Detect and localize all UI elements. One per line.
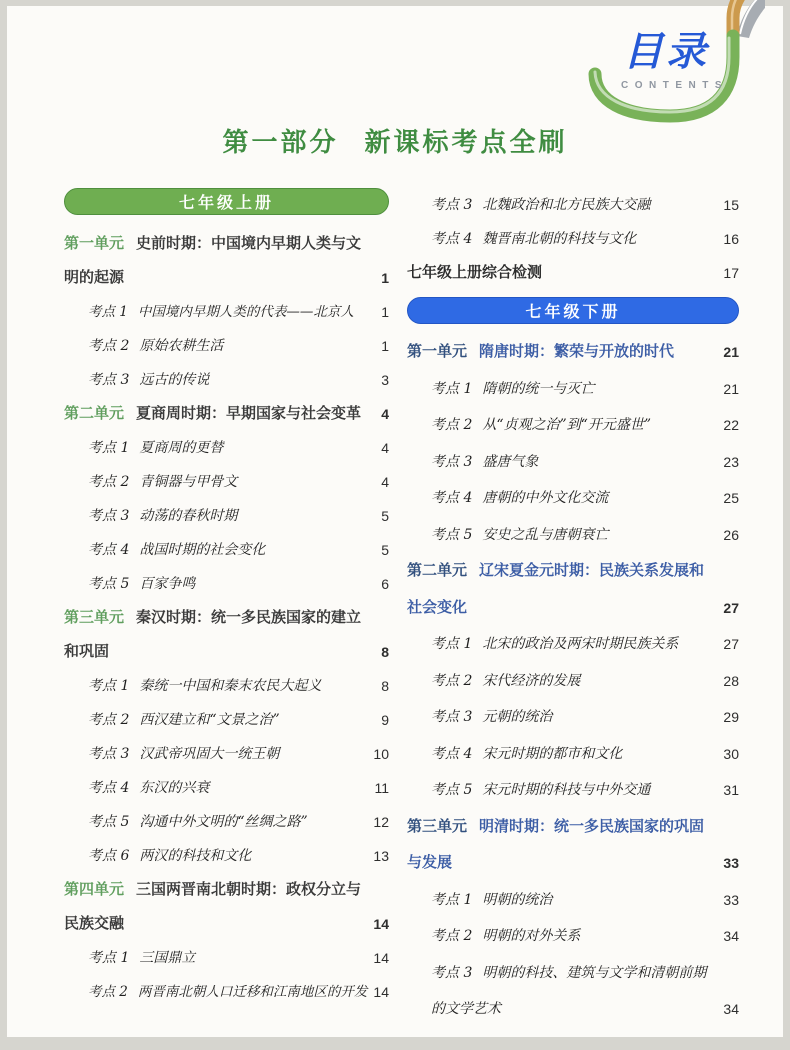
entry-text xyxy=(64,737,363,771)
entry-text xyxy=(407,517,713,554)
entry-label: 考点 2 xyxy=(431,672,473,689)
entry-page-number: 5 xyxy=(381,508,389,524)
entry-page-number: 1 xyxy=(381,338,389,354)
entry-title: 汉武帝巩固大一统王朝 xyxy=(139,746,280,762)
entry-page-number: 26 xyxy=(723,526,739,543)
entry-title: 战国时期的社会变化 xyxy=(139,542,266,558)
toc-unit-row xyxy=(407,553,739,626)
entry-page-number: 12 xyxy=(373,814,389,830)
entry-title: 原始农耕生活 xyxy=(139,338,224,354)
entry-text xyxy=(64,601,363,669)
toc-point-row xyxy=(64,737,389,771)
entry-page-number: 21 xyxy=(723,344,739,360)
entry-text xyxy=(407,407,713,444)
entry-text xyxy=(64,499,363,533)
entry-title: 西汉建立和“文景之治” xyxy=(139,712,280,728)
entry-page-number: 8 xyxy=(381,678,389,694)
entry-title: 北宋的政治及两宋时期民族关系 xyxy=(482,636,679,652)
entry-title: 远古的传说 xyxy=(139,372,210,388)
entry-text xyxy=(64,567,363,601)
toc-column-volume1 xyxy=(64,188,389,1009)
toc-point-row xyxy=(407,772,739,809)
toc-column-volume2 xyxy=(407,188,739,1028)
toc-point-row xyxy=(407,480,739,517)
entry-page-number: 30 xyxy=(723,745,739,762)
entry-text xyxy=(407,626,713,663)
entry-page-number: 27 xyxy=(723,599,739,616)
entry-label: 考点 3 xyxy=(88,746,130,762)
entry-title: 北魏政治和北方民族大交融 xyxy=(482,197,651,213)
entry-label: 考点 5 xyxy=(431,782,473,798)
entry-title: 盛唐气象 xyxy=(482,453,539,470)
volume2-header-pill xyxy=(407,297,739,324)
entry-label: 考点 1 xyxy=(88,678,130,694)
entry-text xyxy=(407,334,713,371)
entry-page-number: 8 xyxy=(381,644,389,660)
entry-label: 第二单元 xyxy=(407,562,468,579)
part-title-prefix: 第一部分 xyxy=(222,127,339,157)
toc-point-row xyxy=(407,222,739,256)
entry-page-number: 15 xyxy=(723,197,739,213)
entry-text xyxy=(64,669,363,703)
entry-page-number: 3 xyxy=(381,372,389,388)
entry-page-number: 33 xyxy=(723,855,739,871)
entry-label: 第四单元 xyxy=(64,881,125,898)
entry-page-number: 34 xyxy=(723,1001,739,1017)
entry-title: 隋朝的统一与灭亡 xyxy=(482,380,595,397)
entry-page-number: 11 xyxy=(374,780,389,796)
entry-label: 考点 4 xyxy=(431,490,473,506)
volume1-header-pill xyxy=(64,188,389,215)
entry-title: 七年级上册综合检测 xyxy=(407,264,543,281)
entry-label: 考点 3 xyxy=(431,709,473,725)
toc-point-row xyxy=(64,567,389,601)
part-title-name: 新课标考点全刷 xyxy=(364,127,568,157)
volume1-header-label: 七年级上册 xyxy=(178,195,274,212)
entry-label: 考点 5 xyxy=(431,526,473,543)
entry-label: 考点 3 xyxy=(431,197,473,213)
entry-text xyxy=(64,839,363,873)
entry-label: 考点 2 xyxy=(88,338,130,354)
entry-page-number: 29 xyxy=(723,709,739,725)
toc-point-row xyxy=(64,465,389,499)
entry-title: 夏商周时期：早期国家与社会变革 xyxy=(136,405,362,422)
entry-label: 考点 6 xyxy=(88,848,130,864)
entry-text xyxy=(64,295,363,329)
entry-label: 考点 2 xyxy=(431,417,473,433)
toc-point-row xyxy=(64,975,389,1009)
toc-point-row xyxy=(64,703,389,737)
entry-text xyxy=(64,431,363,465)
entry-page-number: 22 xyxy=(723,417,739,433)
toc-point-row xyxy=(407,699,739,736)
entry-page-number: 23 xyxy=(723,453,739,470)
logo-title: 目录 xyxy=(623,30,709,74)
entry-title: 青铜器与甲骨文 xyxy=(139,474,238,490)
volume2-header-label: 七年级下册 xyxy=(525,304,621,321)
entry-text xyxy=(64,941,363,975)
entry-title: 秦汉时期：统一多民族国家的建立和巩固 xyxy=(64,609,362,660)
entry-text xyxy=(407,918,713,955)
entry-title: 东汉的兴衰 xyxy=(139,780,210,796)
entry-text xyxy=(64,329,363,363)
entry-title: 安史之乱与唐朝衰亡 xyxy=(482,526,609,543)
entry-title: 动荡的春秋时期 xyxy=(139,508,238,524)
entry-text xyxy=(407,256,713,290)
entry-label: 考点 2 xyxy=(88,984,128,1000)
entry-title: 元朝的统治 xyxy=(482,709,553,725)
entry-label: 考点 3 xyxy=(88,508,130,524)
entry-text xyxy=(407,736,713,773)
entry-page-number: 14 xyxy=(373,984,389,1000)
entry-label: 考点 3 xyxy=(431,964,473,981)
toc-point-row xyxy=(64,941,389,975)
entry-page-number: 14 xyxy=(373,950,389,966)
entry-text xyxy=(64,363,363,397)
toc-point-row xyxy=(407,918,739,955)
entry-title: 三国两晋南北朝时期：政权分立与民族交融 xyxy=(64,881,362,932)
entry-text xyxy=(407,699,713,736)
toc-unit-row xyxy=(64,601,389,669)
entry-page-number: 13 xyxy=(373,848,389,864)
entry-title: 辽宋夏金元时期：民族关系发展和社会变化 xyxy=(407,562,705,616)
entry-label: 考点 2 xyxy=(88,474,130,490)
entry-page-number: 28 xyxy=(723,672,739,689)
toc-point-row xyxy=(64,363,389,397)
entry-label: 第一单元 xyxy=(407,343,468,360)
toc-point-row xyxy=(407,444,739,481)
toc-unit-row xyxy=(64,397,389,431)
entry-text xyxy=(407,772,713,809)
entry-title: 两汉的科技和文化 xyxy=(139,848,252,864)
entry-title: 宋元时期的都市和文化 xyxy=(482,745,623,762)
entry-label: 考点 5 xyxy=(88,814,130,830)
entry-title: 中国境内早期人类的代表——北京人 xyxy=(137,304,354,320)
entry-label: 考点 3 xyxy=(88,372,130,388)
entry-text xyxy=(407,480,713,517)
toc-point-row xyxy=(64,533,389,567)
entry-text xyxy=(64,465,363,499)
entry-text xyxy=(407,222,713,256)
entry-title: 唐朝的中外文化交流 xyxy=(482,490,609,506)
entry-text xyxy=(407,444,713,481)
entry-label: 考点 1 xyxy=(88,304,128,320)
entry-label: 考点 1 xyxy=(431,636,473,652)
toc-point-row xyxy=(64,431,389,465)
entry-page-number: 34 xyxy=(723,928,739,944)
part-title xyxy=(7,126,783,158)
entry-label: 考点 4 xyxy=(88,780,130,796)
entry-page-number: 31 xyxy=(723,782,739,798)
entry-title: 两晋南北朝人口迁移和江南地区的开发 xyxy=(137,984,368,1000)
toc-unit-row xyxy=(407,334,739,371)
toc-point-row xyxy=(407,517,739,554)
entry-title: 从“贞观之治”到“开元盛世” xyxy=(482,417,651,433)
toc-point-row xyxy=(407,955,739,1028)
entry-page-number: 6 xyxy=(381,576,389,592)
entry-text xyxy=(407,371,713,408)
entry-text xyxy=(64,397,363,431)
entry-page-number: 21 xyxy=(723,380,739,397)
entry-label: 考点 2 xyxy=(431,928,473,944)
toc-point-row xyxy=(64,771,389,805)
entry-title: 明朝的统治 xyxy=(482,891,553,908)
entry-title: 秦统一中国和秦末农民大起义 xyxy=(139,678,322,694)
toc-point-row xyxy=(407,626,739,663)
contents-logo xyxy=(583,0,765,126)
entry-label: 考点 1 xyxy=(88,440,130,456)
entry-label: 考点 1 xyxy=(88,950,130,966)
entry-page-number: 16 xyxy=(723,231,739,247)
entry-title: 宋元时期的科技与中外交通 xyxy=(482,782,651,798)
entry-title: 夏商周的更替 xyxy=(139,440,224,456)
entry-text xyxy=(407,188,713,222)
toc-columns xyxy=(64,188,739,1028)
toc-point-row xyxy=(64,295,389,329)
entry-title: 明清时期：统一多民族国家的巩固与发展 xyxy=(407,817,705,871)
volume1-continued-entry-list xyxy=(407,188,739,290)
logo-subtitle: CONTENTS xyxy=(621,80,728,91)
entry-label: 考点 4 xyxy=(431,745,473,762)
entry-text xyxy=(64,805,363,839)
entry-title: 沟通中外文明的“丝绸之路” xyxy=(139,814,308,830)
entry-text xyxy=(407,553,713,626)
entry-page-number: 25 xyxy=(723,490,739,506)
volume2-entry-list xyxy=(407,334,739,1028)
toc-point-row xyxy=(407,407,739,444)
entry-text xyxy=(407,955,713,1028)
toc-point-row xyxy=(64,329,389,363)
entry-label: 第一单元 xyxy=(64,235,125,252)
entry-page-number: 9 xyxy=(381,712,389,728)
entry-text xyxy=(407,663,713,700)
toc-unit-row xyxy=(64,227,389,295)
entry-text xyxy=(64,975,368,1009)
entry-label: 第三单元 xyxy=(64,609,125,626)
toc-point-row xyxy=(407,882,739,919)
toc-point-row xyxy=(407,188,739,222)
toc-point-row xyxy=(407,371,739,408)
entry-page-number: 4 xyxy=(381,474,389,490)
entry-label: 考点 2 xyxy=(88,712,130,728)
entry-title: 隋唐时期：繁荣与开放的时代 xyxy=(479,343,675,360)
entry-page-number: 5 xyxy=(381,542,389,558)
entry-title: 宋代经济的发展 xyxy=(482,672,581,689)
entry-text xyxy=(64,533,363,567)
toc-point-row xyxy=(64,805,389,839)
entry-page-number: 14 xyxy=(373,916,389,932)
entry-page-number: 4 xyxy=(381,440,389,456)
entry-title: 魏晋南北朝的科技与文化 xyxy=(482,231,637,247)
entry-label: 第二单元 xyxy=(64,405,125,422)
toc-unit-row xyxy=(407,809,739,882)
entry-page-number: 33 xyxy=(723,891,739,908)
entry-label: 考点 4 xyxy=(431,231,473,247)
book-page xyxy=(7,6,783,1037)
toc-unit-row xyxy=(64,873,389,941)
entry-title: 史前时期：中国境内早期人类与文明的起源 xyxy=(64,235,362,286)
entry-text xyxy=(64,227,363,295)
entry-title: 明朝的科技、建筑与文学和清朝前期的文学艺术 xyxy=(431,964,707,1017)
toc-section-row xyxy=(407,256,739,290)
entry-page-number: 10 xyxy=(373,746,389,762)
entry-page-number: 27 xyxy=(723,636,739,652)
entry-label: 第三单元 xyxy=(407,817,468,835)
toc-point-row xyxy=(64,669,389,703)
entry-page-number: 17 xyxy=(723,265,739,281)
toc-point-row xyxy=(407,663,739,700)
entry-text xyxy=(407,882,713,919)
entry-label: 考点 5 xyxy=(88,576,130,592)
entry-page-number: 4 xyxy=(381,406,389,422)
entry-page-number: 1 xyxy=(381,304,389,320)
entry-text xyxy=(407,809,713,882)
entry-page-number: 1 xyxy=(381,270,389,286)
entry-label: 考点 4 xyxy=(88,542,130,558)
entry-label: 考点 1 xyxy=(431,380,473,397)
entry-title: 百家争鸣 xyxy=(139,576,196,592)
toc-point-row xyxy=(407,736,739,773)
entry-text xyxy=(64,771,363,805)
toc-point-row xyxy=(64,839,389,873)
entry-text xyxy=(64,873,363,941)
entry-label: 考点 1 xyxy=(431,891,473,908)
entry-title: 三国鼎立 xyxy=(139,950,196,966)
entry-text xyxy=(64,703,363,737)
toc-point-row xyxy=(64,499,389,533)
volume1-entry-list xyxy=(64,227,389,1009)
entry-title: 明朝的对外关系 xyxy=(482,928,581,944)
entry-label: 考点 3 xyxy=(431,453,473,470)
